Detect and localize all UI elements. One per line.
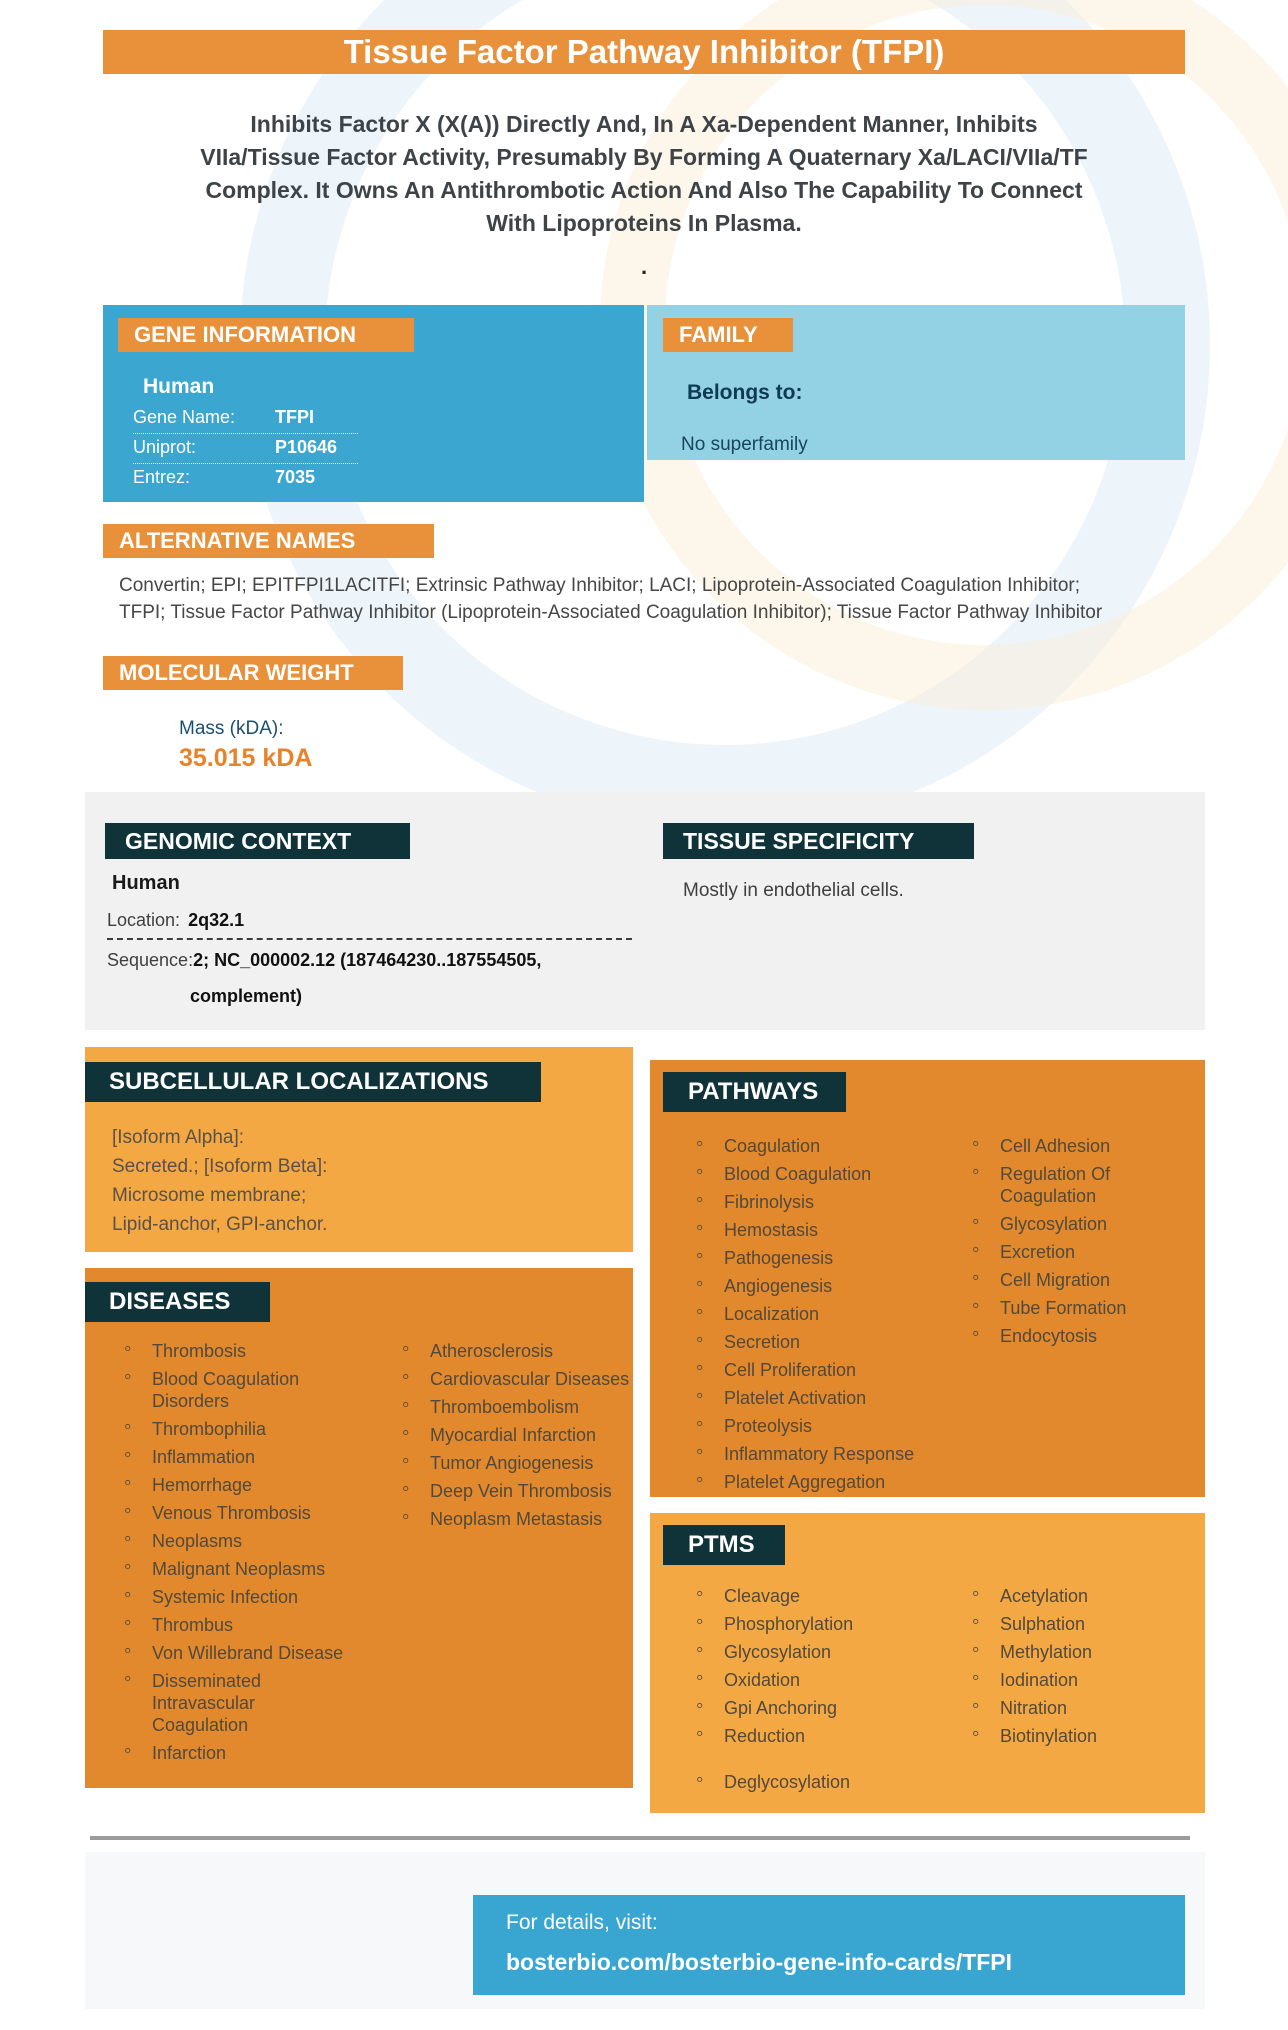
list-item: ◦ Secretion bbox=[692, 1331, 927, 1353]
list-item: ◦ Hemostasis bbox=[692, 1219, 927, 1241]
list-item: Lipid-anchor, GPI-anchor. bbox=[112, 1214, 328, 1235]
genomic-context-heading: GENOMIC CONTEXT bbox=[105, 823, 410, 859]
list-item: With Lipoproteins In Plasma. bbox=[486, 210, 802, 236]
list-item: ◦ Hemorrhage bbox=[120, 1474, 345, 1496]
list-item: ◦ Thrombosis bbox=[120, 1340, 345, 1362]
uniprot-label: Uniprot: bbox=[133, 437, 197, 457]
list-item: ◦ Atherosclerosis bbox=[398, 1340, 633, 1362]
section-genomic-context bbox=[85, 792, 1205, 1030]
list-item: ◦ Thromboembolism bbox=[398, 1396, 633, 1418]
list-item: ◦ Inflammation bbox=[120, 1446, 345, 1468]
list-item: ◦ Gpi Anchoring bbox=[692, 1697, 927, 1719]
section-diseases bbox=[85, 1268, 633, 1788]
list-item: ◦ Deglycosylation bbox=[692, 1771, 927, 1793]
sequence-label: Sequence: bbox=[107, 950, 194, 970]
genomic-sequence-line2: complement) bbox=[190, 986, 303, 1006]
genomic-location bbox=[107, 910, 244, 931]
list-item: ◦ Phosphorylation bbox=[692, 1613, 927, 1635]
section-family bbox=[647, 305, 1185, 460]
tissue-specificity-heading: TISSUE SPECIFICITY bbox=[663, 823, 974, 859]
location-value: 2q32.1 bbox=[188, 910, 245, 930]
section-subcellular-localizations bbox=[85, 1047, 633, 1252]
family-belongs-label: Belongs to: bbox=[687, 381, 803, 404]
family-value: No superfamily bbox=[681, 434, 808, 455]
molecular-weight-heading: MOLECULAR WEIGHT bbox=[103, 656, 403, 690]
table-row bbox=[133, 404, 358, 434]
mass-value: 35.015 kDA bbox=[179, 744, 313, 772]
list-item: ◦ Neoplasms bbox=[120, 1530, 345, 1552]
subcellular-localizations-heading: SUBCELLULAR LOCALIZATIONS bbox=[85, 1062, 541, 1102]
list-item: ◦ Malignant Neoplasms bbox=[120, 1558, 345, 1580]
footer-link-box bbox=[473, 1895, 1185, 1995]
section-gene-information bbox=[103, 305, 644, 502]
pathways-heading: PATHWAYS bbox=[663, 1072, 846, 1112]
list-item: ◦ Localization bbox=[692, 1303, 927, 1325]
genomic-species-label: Human bbox=[112, 872, 180, 894]
pathways-list-col2 bbox=[968, 1135, 1193, 1353]
gene-name-label: Gene Name: bbox=[133, 407, 236, 427]
list-item: ◦ Nitration bbox=[968, 1697, 1188, 1719]
alternative-names-heading: ALTERNATIVE NAMES bbox=[103, 524, 434, 558]
footer-divider bbox=[90, 1836, 1190, 1840]
alternative-names-text bbox=[119, 572, 1194, 626]
list-item: ◦ Glycosylation bbox=[968, 1213, 1193, 1235]
list-item: ◦ Pathogenesis bbox=[692, 1247, 927, 1269]
list-item: ◦ Angiogenesis bbox=[692, 1275, 927, 1297]
list-item: ◦ Disseminated Intravascular Coagulation bbox=[120, 1670, 280, 1736]
list-item: ◦ Biotinylation bbox=[968, 1725, 1188, 1747]
list-item: ◦ Oxidation bbox=[692, 1669, 927, 1691]
table-row bbox=[133, 434, 358, 464]
footer bbox=[85, 1852, 1205, 2009]
list-item: ◦ Von Willebrand Disease bbox=[120, 1642, 345, 1664]
footer-visit-label: For details, visit: bbox=[506, 1911, 658, 1934]
gene-name-value: TFPI bbox=[275, 407, 314, 427]
list-item: ◦ Fibrinolysis bbox=[692, 1191, 927, 1213]
family-heading: FAMILY bbox=[663, 318, 793, 352]
list-item: ◦ Neoplasm Metastasis bbox=[398, 1508, 633, 1530]
ptms-heading: PTMS bbox=[663, 1525, 785, 1565]
list-item: ◦ Iodination bbox=[968, 1669, 1188, 1691]
page-title: Tissue Factor Pathway Inhibitor (TFPI) bbox=[103, 30, 1185, 74]
list-item: ◦ Glycosylation bbox=[692, 1641, 927, 1663]
list-item: ◦ Acetylation bbox=[968, 1585, 1188, 1607]
list-item: ◦ Infarction bbox=[120, 1742, 345, 1764]
list-item: ◦ Systemic Infection bbox=[120, 1586, 345, 1608]
subcellular-localizations-text bbox=[112, 1123, 327, 1239]
diseases-list-col2 bbox=[398, 1340, 633, 1536]
list-item: ◦ Coagulation bbox=[692, 1135, 927, 1157]
list-item: ◦ Tumor Angiogenesis bbox=[398, 1452, 633, 1474]
list-item: Inhibits Factor X (X(A)) Directly And, In A Xa-Dependent Manner, Inhibits bbox=[250, 111, 1038, 137]
list-item: ◦ Cell Migration bbox=[968, 1269, 1193, 1291]
list-item: TFPI; Tissue Factor Pathway Inhibitor (Lipoprotein-Associated Coagulation Inhibitor); Tissue Factor Pathway Inhibitor bbox=[119, 602, 1103, 623]
mass-label: Mass (kDA): bbox=[179, 718, 284, 739]
ptms-list-col2 bbox=[968, 1585, 1188, 1753]
list-item: ◦ Cell Adhesion bbox=[968, 1135, 1193, 1157]
list-item: ◦ Thrombus bbox=[120, 1614, 345, 1636]
list-item: ◦ Inflammatory Response bbox=[692, 1443, 927, 1465]
list-item: ◦ Tube Formation bbox=[968, 1297, 1193, 1319]
list-item: [Isoform Alpha]: bbox=[112, 1127, 245, 1148]
list-item: ◦ Blood Coagulation Disorders bbox=[120, 1368, 325, 1412]
protein-description bbox=[140, 108, 1148, 240]
list-item: VIIa/Tissue Factor Activity, Presumably By Forming A Quaternary Xa/LACI/VIIa/TF bbox=[200, 144, 1088, 170]
list-item: ◦ Regulation Of Coagulation bbox=[968, 1163, 1123, 1207]
list-item: ◦ Blood Coagulation bbox=[692, 1163, 927, 1185]
list-item: ◦ Sulphation bbox=[968, 1613, 1188, 1635]
list-item: ◦ Cell Proliferation bbox=[692, 1359, 927, 1381]
genomic-sequence bbox=[107, 950, 541, 971]
list-item: Secreted.; [Isoform Beta]: bbox=[112, 1156, 328, 1177]
list-item: Complex. It Owns An Antithrombotic Action And Also The Capability To Connect bbox=[205, 177, 1083, 203]
uniprot-value: P10646 bbox=[275, 437, 338, 457]
list-item: ◦ Cleavage bbox=[692, 1585, 927, 1607]
list-item: Microsome membrane; bbox=[112, 1185, 307, 1206]
entrez-value: 7035 bbox=[275, 467, 316, 487]
tissue-specificity-text: Mostly in endothelial cells. bbox=[683, 880, 904, 901]
list-item: ◦ Methylation bbox=[968, 1641, 1188, 1663]
list-item: ◦ Platelet Aggregation bbox=[692, 1471, 927, 1493]
location-label: Location: bbox=[107, 910, 181, 930]
list-item: ◦ Thrombophilia bbox=[120, 1418, 345, 1440]
list-item: ◦ Cardiovascular Diseases bbox=[398, 1368, 633, 1390]
footer-url-text: bosterbio.com/bosterbio-gene-info-cards/TFPI bbox=[506, 1949, 1013, 1975]
dashed-divider bbox=[107, 938, 632, 940]
section-ptms bbox=[650, 1513, 1205, 1813]
list-item: ◦ Endocytosis bbox=[968, 1325, 1193, 1347]
list-item: ◦ Deep Vein Thrombosis bbox=[398, 1480, 633, 1502]
entrez-label: Entrez: bbox=[133, 467, 191, 487]
list-item: ◦ Myocardial Infarction bbox=[398, 1424, 633, 1446]
list-item: ◦ Reduction bbox=[692, 1725, 927, 1747]
diseases-list-col1 bbox=[120, 1340, 345, 1770]
diseases-heading: DISEASES bbox=[85, 1282, 270, 1322]
pathways-list-col1 bbox=[692, 1135, 927, 1499]
list-item: ◦ Proteolysis bbox=[692, 1415, 927, 1437]
gene-species-label: Human bbox=[143, 375, 215, 398]
sequence-value: 2; NC_000002.12 (187464230..187554505, bbox=[193, 950, 542, 970]
ptms-list-col1 bbox=[692, 1585, 927, 1799]
list-item: ◦ Platelet Activation bbox=[692, 1387, 927, 1409]
gene-information-heading: GENE INFORMATION bbox=[118, 318, 414, 352]
gene-info-table bbox=[133, 404, 358, 493]
list-item: Convertin; EPI; EPITFPI1LACITFI; Extrinsic Pathway Inhibitor; LACI; Lipoprotein-Associated Coagulation Inhibitor; bbox=[119, 575, 1080, 596]
list-item: ◦ Excretion bbox=[968, 1241, 1193, 1263]
section-pathways bbox=[650, 1060, 1205, 1497]
stray-dot: . bbox=[641, 254, 648, 279]
table-row bbox=[133, 464, 358, 493]
list-item: ◦ Venous Thrombosis bbox=[120, 1502, 345, 1524]
